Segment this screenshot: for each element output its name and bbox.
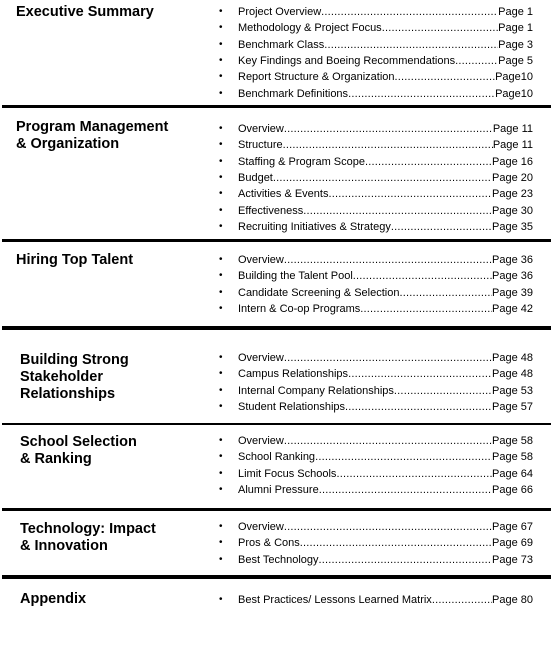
- bullet-icon: •: [219, 384, 223, 396]
- bullet-icon: •: [219, 368, 223, 380]
- dot-leader: [348, 86, 495, 102]
- dot-leader: [273, 170, 492, 186]
- toc-entry-label: Staffing & Program Scope: [238, 155, 365, 168]
- toc-entry-page: Page 58: [492, 435, 533, 447]
- toc-entry[interactable]: [219, 285, 533, 301]
- toc-entry-page: Page 1: [498, 6, 533, 18]
- bullet-icon: •: [219, 352, 223, 363]
- dot-leader: [284, 519, 492, 535]
- dot-leader: [395, 69, 496, 85]
- toc-entry-label: Report Structure & Organization: [238, 71, 395, 84]
- section-title: [16, 4, 154, 21]
- toc-entry[interactable]: [219, 86, 533, 102]
- bullet-icon: •: [219, 171, 223, 183]
- dot-leader: [348, 366, 492, 382]
- bullet-icon: •: [219, 139, 223, 151]
- toc-entry-page: Page 39: [492, 286, 533, 299]
- bullet-icon: •: [219, 537, 223, 549]
- dot-leader: [345, 399, 492, 415]
- toc-entry-label: School Ranking: [238, 451, 316, 464]
- section-title-line: Stakeholder: [20, 369, 103, 385]
- toc-entry-label: Budget: [238, 171, 273, 184]
- toc-entry-label: Activities & Events: [238, 188, 329, 201]
- bullet-icon: •: [219, 87, 223, 99]
- dot-leader: [284, 350, 492, 366]
- toc-entry-label: Intern & Co-op Programs: [238, 302, 361, 315]
- bullet-icon: •: [219, 400, 223, 412]
- toc-entry-page: Page10: [495, 71, 533, 84]
- toc-entry-page: Page 35: [492, 220, 533, 233]
- section-divider: [2, 508, 551, 511]
- toc-entry-row: [238, 170, 533, 186]
- section-title-line: Appendix: [20, 591, 87, 607]
- bullet-icon: •: [219, 22, 223, 34]
- toc-entry-label: Recruiting Initiatives & Strategy: [238, 220, 391, 233]
- toc-entry-label: Overview: [238, 521, 284, 533]
- toc-entry-label: Internal Company Relationships: [238, 384, 394, 397]
- toc-entry[interactable]: [219, 186, 533, 202]
- toc-entry-page: Page 1: [498, 22, 533, 35]
- toc-entry[interactable]: [219, 592, 533, 608]
- dot-leader: [455, 53, 498, 69]
- toc-entry-row: [238, 535, 533, 551]
- toc-entry-label: Student Relationships: [238, 400, 346, 413]
- toc-entry-row: [238, 519, 533, 535]
- toc-entry-label: Benchmark Class: [238, 38, 325, 51]
- toc-entry[interactable]: [219, 53, 533, 69]
- toc-entry[interactable]: [219, 449, 533, 465]
- toc-entry-row: [238, 466, 533, 482]
- section-title: [16, 119, 168, 153]
- section-title-line: Building Strong: [20, 352, 129, 368]
- toc-entry-page: Page10: [495, 87, 533, 100]
- toc-entry-page: Page 53: [492, 384, 533, 397]
- dot-leader: [328, 186, 492, 202]
- bullet-icon: •: [219, 435, 223, 446]
- toc-entry[interactable]: [219, 154, 533, 170]
- bullet-icon: •: [219, 204, 223, 216]
- toc-entry[interactable]: [219, 482, 533, 498]
- toc-entry-row: [238, 350, 533, 366]
- bullet-icon: •: [219, 54, 223, 66]
- toc-entry[interactable]: [219, 252, 533, 268]
- toc-entry[interactable]: [219, 399, 533, 415]
- toc-entry-row: [238, 433, 533, 449]
- toc-entry-label: Candidate Screening & Selection: [238, 286, 400, 299]
- toc-entry-row: [238, 449, 533, 465]
- toc-entry-label: Key Findings and Boeing Recommendations: [238, 54, 456, 67]
- bullet-icon: •: [219, 155, 223, 167]
- toc-entry-label: Overview: [238, 123, 284, 135]
- section-title: [20, 591, 86, 608]
- toc-entry-page: Page 20: [492, 171, 533, 184]
- toc-entry-row: [238, 121, 533, 137]
- bullet-icon: •: [219, 483, 223, 495]
- section-title-line: Relationships: [20, 386, 116, 402]
- toc-entry-row: [238, 53, 533, 69]
- toc-entry[interactable]: [219, 301, 533, 317]
- section-divider: [2, 239, 551, 242]
- toc-entry-page: Page 80: [492, 594, 533, 606]
- toc-entry[interactable]: [219, 519, 533, 535]
- bullet-icon: •: [219, 521, 223, 532]
- bullet-icon: •: [219, 254, 223, 265]
- toc-entry-page: Page 48: [492, 352, 533, 364]
- bullet-icon: •: [219, 302, 223, 314]
- dot-leader: [336, 466, 492, 482]
- toc-entry[interactable]: [219, 552, 533, 568]
- toc-entry-row: [238, 69, 533, 85]
- section-title-line: & Innovation: [20, 538, 108, 554]
- dot-leader: [300, 535, 492, 551]
- toc-entry-label: Best Practices/ Lessons Learned Matrix: [238, 594, 432, 606]
- toc-entry-page: Page 58: [492, 451, 533, 464]
- section-divider: [2, 105, 551, 108]
- section-title-line: & Ranking: [20, 451, 92, 467]
- dot-leader: [283, 137, 493, 153]
- toc-entry[interactable]: [219, 4, 533, 20]
- toc-entry-row: [238, 285, 533, 301]
- toc-entry-page: Page 5: [498, 54, 533, 67]
- bullet-icon: •: [219, 553, 223, 565]
- toc-entry-page: Page 73: [492, 553, 533, 566]
- toc-entry-page: Page 42: [492, 302, 533, 315]
- toc-entry-label: Limit Focus Schools: [238, 467, 337, 480]
- toc-entry[interactable]: [219, 219, 533, 235]
- toc-entry[interactable]: [219, 20, 533, 36]
- toc-entry[interactable]: [219, 37, 533, 53]
- dot-leader: [284, 252, 492, 268]
- toc-entry[interactable]: [219, 350, 533, 366]
- toc-entry-label: Overview: [238, 352, 284, 364]
- bullet-icon: •: [219, 188, 223, 200]
- toc-entry-row: [238, 37, 533, 53]
- toc-entry-label: Project Overview: [238, 6, 322, 18]
- toc-entry[interactable]: [219, 433, 533, 449]
- section-divider: [2, 326, 551, 330]
- toc-entry-label: Overview: [238, 254, 284, 266]
- toc-entry-page: Page 64: [492, 467, 533, 480]
- toc-entry-label: Methodology & Project Focus: [238, 22, 382, 35]
- bullet-icon: •: [219, 594, 223, 605]
- toc-entry[interactable]: [219, 137, 533, 153]
- toc-entry-page: Page 69: [492, 537, 533, 550]
- toc-entry-label: Building the Talent Pool: [238, 270, 353, 283]
- toc-entry-label: Best Technology: [238, 553, 319, 566]
- toc-entry-row: [238, 399, 533, 415]
- toc-entry-row: [238, 20, 533, 36]
- toc-entry-row: [238, 219, 533, 235]
- dot-leader: [315, 449, 492, 465]
- toc-entry-label: Benchmark Definitions: [238, 87, 349, 100]
- dot-leader: [360, 301, 492, 317]
- bullet-icon: •: [219, 123, 223, 134]
- dot-leader: [324, 37, 498, 53]
- dot-leader: [394, 383, 492, 399]
- section-title-line: Executive Summary: [16, 4, 154, 20]
- toc-entry-label: Campus Relationships: [238, 368, 349, 381]
- dot-leader: [382, 20, 498, 36]
- section-title: [20, 434, 137, 468]
- bullet-icon: •: [219, 38, 223, 50]
- dot-leader: [284, 433, 492, 449]
- section-title-line: Technology: Impact: [20, 521, 156, 537]
- bullet-icon: •: [219, 286, 223, 298]
- toc-entry-row: [238, 137, 533, 153]
- toc-entry-row: [238, 301, 533, 317]
- toc-entry[interactable]: [219, 121, 533, 137]
- toc-entry-row: [238, 383, 533, 399]
- toc-entry-page: Page 36: [492, 270, 533, 283]
- section-title-line: Program Management: [16, 119, 169, 135]
- toc-entry[interactable]: [219, 466, 533, 482]
- toc-entry-row: [238, 203, 533, 219]
- bullet-icon: •: [219, 467, 223, 479]
- toc-entry-page: Page 3: [498, 38, 533, 51]
- bullet-icon: •: [219, 451, 223, 463]
- toc-entry-page: Page 57: [492, 400, 533, 413]
- toc-entry-page: Page 16: [492, 155, 533, 168]
- toc-entry-row: [238, 482, 533, 498]
- bullet-icon: •: [219, 6, 223, 17]
- dot-leader: [321, 4, 498, 20]
- section-title-line: Hiring Top Talent: [16, 252, 134, 268]
- section-title: [20, 352, 129, 403]
- toc-entry-row: [238, 268, 533, 284]
- section-divider: [2, 575, 551, 579]
- toc-entry-page: Page 23: [492, 188, 533, 201]
- toc-entry-page: Page 36: [492, 254, 533, 266]
- dot-leader: [319, 482, 492, 498]
- toc-entry-page: Page 30: [492, 204, 533, 217]
- toc-entry-row: [238, 366, 533, 382]
- bullet-icon: •: [219, 220, 223, 232]
- section-divider: [2, 423, 551, 425]
- bullet-icon: •: [219, 270, 223, 282]
- toc-entry-label: Pros & Cons: [238, 537, 300, 550]
- dot-leader: [391, 219, 492, 235]
- toc-entry-label: Alumni Pressure: [238, 483, 319, 496]
- dot-leader: [353, 268, 492, 284]
- toc-entry-row: [238, 154, 533, 170]
- toc-entry-row: [238, 86, 533, 102]
- dot-leader: [319, 552, 492, 568]
- toc-entry-page: Page 66: [492, 483, 533, 496]
- toc-entry[interactable]: [219, 383, 533, 399]
- dot-leader: [284, 121, 493, 137]
- toc-entry-page: Page 67: [492, 521, 533, 533]
- dot-leader: [303, 203, 492, 219]
- toc-entry-row: [238, 4, 533, 20]
- toc-entry-page: Page 11: [492, 123, 533, 135]
- dot-leader: [399, 285, 492, 301]
- dot-leader: [365, 154, 492, 170]
- toc-entry-row: [238, 552, 533, 568]
- toc-entry-row: [238, 186, 533, 202]
- toc-entry[interactable]: [219, 535, 533, 551]
- dot-leader: [432, 592, 492, 608]
- section-title: [16, 252, 133, 269]
- toc-entry-row: [238, 592, 533, 608]
- toc-entry-label: Overview: [238, 435, 284, 447]
- section-title-line: & Organization: [16, 136, 120, 152]
- toc-entry[interactable]: [219, 366, 533, 382]
- toc-entry[interactable]: [219, 203, 533, 219]
- toc-entry[interactable]: [219, 268, 533, 284]
- toc-entry[interactable]: [219, 69, 533, 85]
- toc-entry-label: Structure: [238, 139, 283, 152]
- toc-entry-page: Page 11: [492, 139, 533, 152]
- toc-entry[interactable]: [219, 170, 533, 186]
- bullet-icon: •: [219, 71, 223, 83]
- toc-entry-page: Page 48: [492, 368, 533, 381]
- toc-entry-row: [238, 252, 533, 268]
- toc-entry-label: Effectiveness: [238, 204, 304, 217]
- section-title-line: School Selection: [20, 434, 137, 450]
- section-title: [20, 521, 156, 555]
